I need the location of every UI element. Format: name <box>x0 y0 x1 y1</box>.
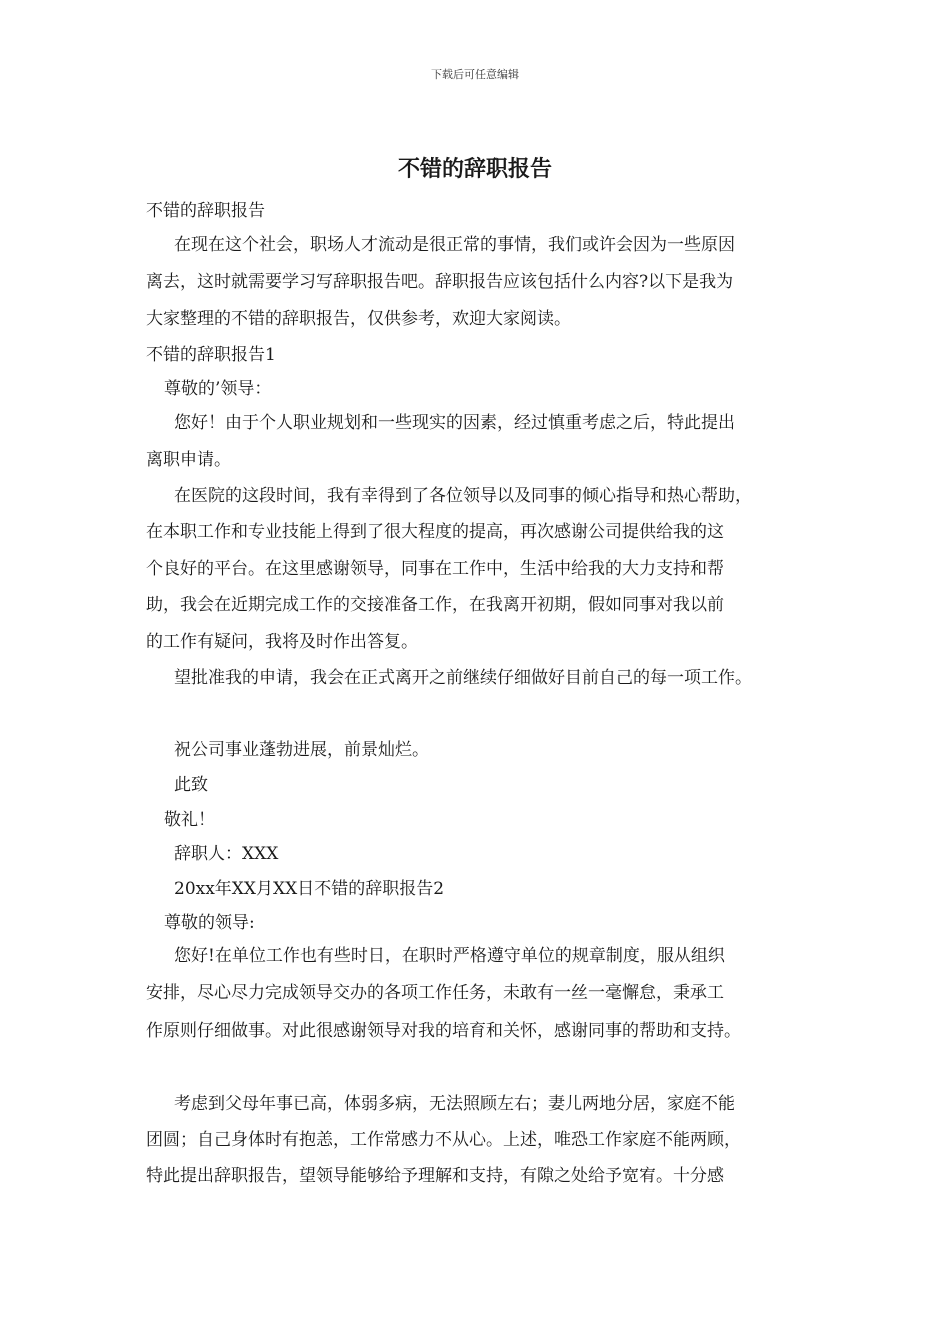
body-line: 辞职人：XXX <box>174 844 279 864</box>
body-line: 望批准我的申请，我会在正式离开之前继续仔细做好目前自己的每一项工作。 <box>174 668 752 688</box>
body-line: 大家整理的不错的辞职报告，仅供参考，欢迎大家阅读。 <box>146 309 571 329</box>
body-line: 您好！由于个人职业规划和一些现实的因素，经过慎重考虑之后，特此提出 <box>174 413 735 433</box>
body-line: 祝公司事业蓬勃进展，前景灿烂。 <box>174 740 429 760</box>
body-line: 在本职工作和专业技能上得到了很大程度的提高，再次感谢公司提供给我的这 <box>146 522 724 542</box>
body-line: 个良好的平台。在这里感谢领导，同事在工作中，生活中给我的大力支持和帮 <box>146 559 724 579</box>
body-line: 特此提出辞职报告，望领导能够给予理解和支持，有隙之处给予宽宥。十分感 <box>146 1166 724 1186</box>
body-line: 在现在这个社会，职场人才流动是很正常的事情，我们或许会因为一些原因 <box>174 235 735 255</box>
body-line: 离职申请。 <box>146 450 231 470</box>
body-line: 尊敬的领导: <box>164 913 255 933</box>
body-line: 尊敬的’领导： <box>164 379 272 399</box>
body-line: 20xx年XX月XX日不错的辞职报告2 <box>174 879 445 899</box>
body-line: 团圆；自己身体时有抱恙，工作常感力不从心。上述，唯恐工作家庭不能两顾， <box>146 1130 741 1150</box>
header-note: 下载后可任意编辑 <box>431 68 519 81</box>
body-line: 敬礼！ <box>164 810 215 830</box>
body-line: 此致 <box>174 775 208 795</box>
body-line: 安排，尽心尽力完成领导交办的各项工作任务，未敢有一丝一毫懈怠，秉承工 <box>146 983 724 1003</box>
document-title: 不错的辞职报告 <box>397 156 552 182</box>
body-line: 的工作有疑问，我将及时作出答复。 <box>146 632 418 652</box>
body-line: 您好!在单位工作也有些时日，在职时严格遵守单位的规章制度，服从组织 <box>174 946 725 966</box>
body-line: 作原则仔细做事。对此很感谢领导对我的培育和关怀，感谢同事的帮助和支持。 <box>146 1021 741 1041</box>
body-line: 离去，这时就需要学习写辞职报告吧。辞职报告应该包括什么内容?以下是我为 <box>146 272 734 292</box>
body-line: 在医院的这段时间，我有幸得到了各位领导以及同事的倾心指导和热心帮助， <box>174 486 752 506</box>
body-line: 不错的辞职报告 <box>146 201 265 221</box>
body-line: 不错的辞职报告1 <box>146 345 276 365</box>
body-line: 助，我会在近期完成工作的交接准备工作，在我离开初期，假如同事对我以前 <box>146 595 724 615</box>
body-line: 考虑到父母年事已高，体弱多病，无法照顾左右；妻儿两地分居，家庭不能 <box>174 1094 735 1114</box>
